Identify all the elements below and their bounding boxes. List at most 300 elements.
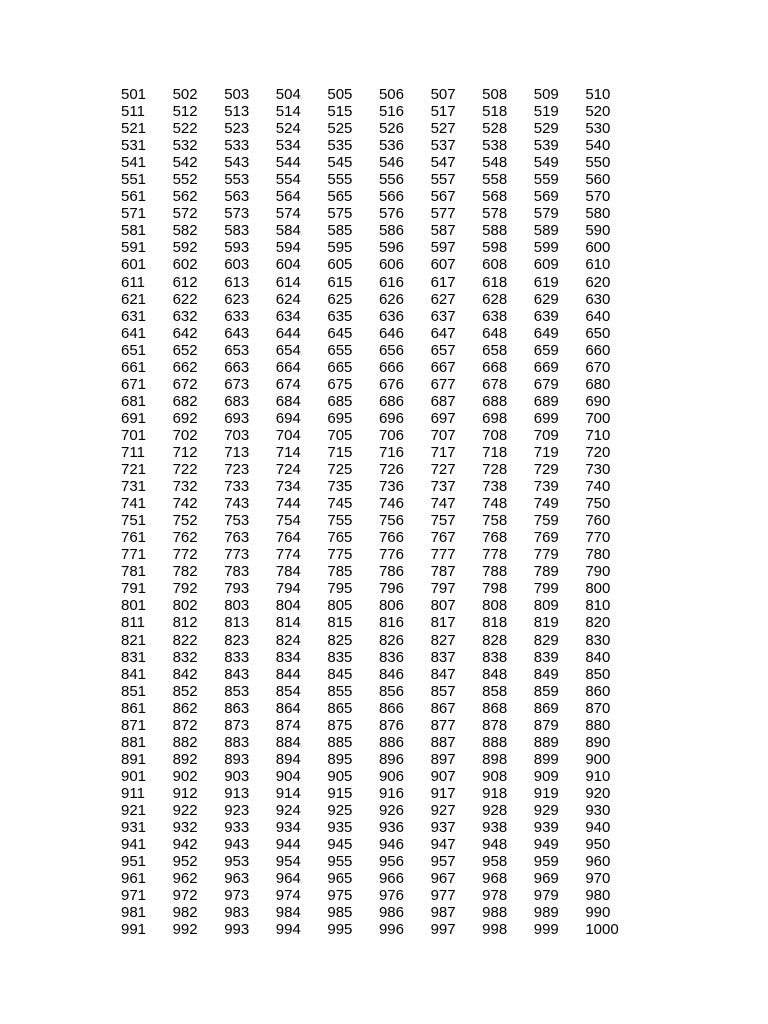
table-cell: 740 bbox=[585, 478, 611, 496]
table-cell: 861 bbox=[121, 699, 147, 717]
table-cell: 615 bbox=[327, 273, 353, 291]
table-cell: 702 bbox=[172, 426, 198, 444]
table-row bbox=[121, 222, 637, 239]
table-cell: 788 bbox=[482, 563, 508, 581]
table-row bbox=[121, 171, 637, 188]
table-cell: 511 bbox=[121, 103, 145, 121]
table-cell: 814 bbox=[275, 614, 301, 632]
table-cell: 587 bbox=[430, 222, 456, 240]
table-cell: 584 bbox=[275, 222, 301, 240]
table-cell: 665 bbox=[327, 358, 353, 376]
table-cell: 964 bbox=[275, 870, 301, 888]
table-cell: 878 bbox=[482, 716, 508, 734]
table-cell: 712 bbox=[172, 444, 198, 461]
table-cell: 748 bbox=[482, 495, 508, 513]
table-cell: 802 bbox=[172, 597, 198, 615]
table-cell: 873 bbox=[224, 716, 250, 734]
table-cell: 626 bbox=[378, 290, 404, 308]
table-cell: 928 bbox=[482, 801, 508, 819]
table-cell: 618 bbox=[482, 273, 508, 291]
table-cell: 826 bbox=[378, 631, 404, 649]
table-cell: 789 bbox=[533, 563, 559, 581]
table-cell: 965 bbox=[327, 870, 353, 888]
table-cell: 685 bbox=[327, 392, 353, 410]
table-row bbox=[121, 700, 637, 717]
table-cell: 911 bbox=[121, 784, 145, 802]
table-row bbox=[121, 819, 637, 836]
table-cell: 640 bbox=[585, 307, 611, 325]
table-cell: 742 bbox=[172, 495, 198, 513]
table-cell: 669 bbox=[533, 358, 559, 376]
table-row bbox=[121, 188, 637, 205]
table-cell: 638 bbox=[482, 307, 508, 325]
table-cell: 707 bbox=[430, 426, 456, 444]
table-cell: 551 bbox=[121, 171, 147, 189]
table-cell: 876 bbox=[378, 716, 404, 734]
table-cell: 947 bbox=[430, 836, 456, 854]
table-cell: 683 bbox=[224, 392, 250, 410]
table-cell: 727 bbox=[430, 461, 456, 479]
table-cell: 654 bbox=[275, 341, 301, 359]
table-cell: 761 bbox=[121, 529, 147, 547]
table-cell: 557 bbox=[430, 171, 456, 189]
table-cell: 830 bbox=[585, 631, 611, 649]
table-cell: 596 bbox=[378, 239, 404, 257]
table-cell: 658 bbox=[482, 341, 508, 359]
table-cell: 780 bbox=[585, 546, 611, 564]
table-cell: 769 bbox=[533, 529, 559, 547]
table-cell: 983 bbox=[224, 904, 250, 922]
table-cell: 803 bbox=[224, 597, 250, 615]
table-cell: 784 bbox=[275, 563, 301, 581]
table-cell: 838 bbox=[482, 648, 508, 666]
table-cell: 914 bbox=[275, 784, 301, 802]
table-cell: 860 bbox=[585, 682, 611, 700]
table-cell: 501 bbox=[121, 86, 147, 104]
table-cell: 824 bbox=[275, 631, 301, 649]
table-cell: 895 bbox=[327, 750, 353, 768]
table-cell: 725 bbox=[327, 461, 353, 479]
table-cell: 656 bbox=[378, 341, 404, 359]
table-cell: 805 bbox=[327, 597, 353, 615]
table-cell: 591 bbox=[121, 239, 147, 257]
table-cell: 786 bbox=[378, 563, 404, 581]
table-cell: 885 bbox=[327, 733, 353, 751]
table-cell: 621 bbox=[121, 290, 147, 308]
table-cell: 637 bbox=[430, 307, 456, 325]
table-cell: 772 bbox=[172, 546, 198, 564]
table-cell: 714 bbox=[275, 444, 301, 461]
table-cell: 578 bbox=[482, 205, 508, 223]
table-row bbox=[121, 666, 637, 683]
table-cell: 653 bbox=[224, 341, 250, 359]
table-cell: 574 bbox=[275, 205, 301, 223]
table-cell: 668 bbox=[482, 358, 508, 376]
table-row bbox=[121, 291, 637, 308]
table-cell: 848 bbox=[482, 665, 508, 683]
table-cell: 854 bbox=[275, 682, 301, 700]
table-row bbox=[121, 410, 637, 427]
table-cell: 562 bbox=[172, 188, 198, 206]
table-cell: 627 bbox=[430, 290, 456, 308]
table-cell: 954 bbox=[275, 853, 301, 871]
table-cell: 882 bbox=[172, 733, 198, 751]
number-table-body bbox=[121, 86, 637, 938]
table-cell: 839 bbox=[533, 648, 559, 666]
table-row bbox=[121, 563, 637, 580]
table-cell: 923 bbox=[224, 801, 250, 819]
table-cell: 678 bbox=[482, 375, 508, 393]
table-cell: 963 bbox=[224, 870, 250, 888]
table-cell: 966 bbox=[378, 870, 404, 888]
table-cell: 970 bbox=[585, 870, 611, 888]
table-cell: 776 bbox=[378, 546, 404, 564]
table-cell: 744 bbox=[275, 495, 301, 513]
table-cell: 556 bbox=[378, 171, 404, 189]
table-row bbox=[121, 632, 637, 649]
table-cell: 877 bbox=[430, 716, 456, 734]
table-cell: 898 bbox=[482, 750, 508, 768]
table-cell: 564 bbox=[275, 188, 301, 206]
table-row bbox=[121, 597, 637, 614]
table-cell: 821 bbox=[121, 631, 147, 649]
table-cell: 569 bbox=[533, 188, 559, 206]
table-cell: 605 bbox=[327, 256, 353, 274]
table-row bbox=[121, 393, 637, 410]
table-cell: 575 bbox=[327, 205, 353, 223]
table-cell: 919 bbox=[533, 784, 559, 802]
table-cell: 941 bbox=[121, 836, 147, 854]
table-cell: 746 bbox=[378, 495, 404, 513]
table-cell: 532 bbox=[172, 137, 198, 155]
table-cell: 834 bbox=[275, 648, 301, 666]
table-cell: 514 bbox=[275, 103, 301, 121]
table-cell: 694 bbox=[275, 409, 301, 427]
table-cell: 874 bbox=[275, 716, 301, 734]
table-cell: 509 bbox=[533, 86, 559, 104]
table-cell: 933 bbox=[224, 819, 250, 837]
table-cell: 524 bbox=[275, 120, 301, 138]
table-cell: 985 bbox=[327, 904, 353, 922]
table-cell: 867 bbox=[430, 699, 456, 717]
table-cell: 608 bbox=[482, 256, 508, 274]
table-cell: 717 bbox=[430, 444, 456, 461]
table-row bbox=[121, 325, 637, 342]
table-cell: 677 bbox=[430, 375, 456, 393]
table-cell: 958 bbox=[482, 853, 508, 871]
table-cell: 598 bbox=[482, 239, 508, 257]
table-row bbox=[121, 444, 637, 461]
table-cell: 670 bbox=[585, 358, 611, 376]
table-cell: 907 bbox=[430, 767, 456, 785]
table-cell: 775 bbox=[327, 546, 353, 564]
table-cell: 672 bbox=[172, 375, 198, 393]
table-cell: 934 bbox=[275, 819, 301, 837]
table-cell: 632 bbox=[172, 307, 198, 325]
table-cell: 841 bbox=[121, 665, 147, 683]
table-cell: 625 bbox=[327, 290, 353, 308]
table-cell: 865 bbox=[327, 699, 353, 717]
table-cell: 688 bbox=[482, 392, 508, 410]
table-cell: 887 bbox=[430, 733, 456, 751]
table-cell: 818 bbox=[482, 614, 508, 632]
table-cell: 516 bbox=[378, 103, 404, 121]
table-cell: 753 bbox=[224, 512, 250, 530]
table-cell: 779 bbox=[533, 546, 559, 564]
table-cell: 530 bbox=[585, 120, 611, 138]
table-cell: 857 bbox=[430, 682, 456, 700]
table-cell: 894 bbox=[275, 750, 301, 768]
table-cell: 661 bbox=[121, 358, 147, 376]
table-row bbox=[121, 376, 637, 393]
table-cell: 629 bbox=[533, 290, 559, 308]
table-cell: 630 bbox=[585, 290, 611, 308]
table-cell: 543 bbox=[224, 154, 250, 172]
table-cell: 546 bbox=[378, 154, 404, 172]
table-row bbox=[121, 580, 637, 597]
table-cell: 679 bbox=[533, 375, 559, 393]
table-cell: 756 bbox=[378, 512, 404, 530]
table-cell: 682 bbox=[172, 392, 198, 410]
table-cell: 999 bbox=[533, 921, 559, 939]
table-cell: 691 bbox=[121, 409, 147, 427]
table-cell: 956 bbox=[378, 853, 404, 871]
table-cell: 870 bbox=[585, 699, 611, 717]
table-cell: 647 bbox=[430, 324, 456, 342]
table-cell: 508 bbox=[482, 86, 508, 104]
table-row bbox=[121, 154, 637, 171]
table-cell: 980 bbox=[585, 887, 611, 905]
table-cell: 801 bbox=[121, 597, 147, 615]
table-cell: 570 bbox=[585, 188, 611, 206]
table-cell: 645 bbox=[327, 324, 353, 342]
table-cell: 952 bbox=[172, 853, 198, 871]
table-cell: 810 bbox=[585, 597, 611, 615]
table-cell: 783 bbox=[224, 563, 250, 581]
table-cell: 807 bbox=[430, 597, 456, 615]
table-cell: 675 bbox=[327, 375, 353, 393]
table-row bbox=[121, 614, 637, 631]
table-cell: 724 bbox=[275, 461, 301, 479]
table-cell: 723 bbox=[224, 461, 250, 479]
table-cell: 800 bbox=[585, 580, 611, 598]
table-row bbox=[121, 256, 637, 273]
table-cell: 760 bbox=[585, 512, 611, 530]
table-cell: 847 bbox=[430, 665, 456, 683]
table-cell: 560 bbox=[585, 171, 611, 189]
table-cell: 990 bbox=[585, 904, 611, 922]
table-cell: 869 bbox=[533, 699, 559, 717]
table-cell: 758 bbox=[482, 512, 508, 530]
table-cell: 750 bbox=[585, 495, 611, 513]
table-cell: 881 bbox=[121, 733, 147, 751]
table-cell: 937 bbox=[430, 819, 456, 837]
table-cell: 973 bbox=[224, 887, 250, 905]
table-cell: 808 bbox=[482, 597, 508, 615]
table-cell: 912 bbox=[172, 784, 198, 802]
table-cell: 797 bbox=[430, 580, 456, 598]
table-cell: 659 bbox=[533, 341, 559, 359]
table-cell: 796 bbox=[378, 580, 404, 598]
table-cell: 997 bbox=[430, 921, 456, 939]
table-cell: 917 bbox=[430, 784, 456, 802]
table-cell: 734 bbox=[275, 478, 301, 496]
table-cell: 522 bbox=[172, 120, 198, 138]
table-row bbox=[121, 478, 637, 495]
table-cell: 590 bbox=[585, 222, 611, 240]
table-cell: 595 bbox=[327, 239, 353, 257]
table-row bbox=[121, 836, 637, 853]
table-cell: 778 bbox=[482, 546, 508, 564]
table-cell: 696 bbox=[378, 409, 404, 427]
table-cell: 674 bbox=[275, 375, 301, 393]
table-cell: 827 bbox=[430, 631, 456, 649]
table-cell: 771 bbox=[121, 546, 147, 564]
table-cell: 657 bbox=[430, 341, 456, 359]
table-row bbox=[121, 461, 637, 478]
table-cell: 897 bbox=[430, 750, 456, 768]
table-cell: 561 bbox=[121, 188, 147, 206]
table-cell: 842 bbox=[172, 665, 198, 683]
table-row bbox=[121, 751, 637, 768]
table-cell: 720 bbox=[585, 444, 611, 461]
table-cell: 732 bbox=[172, 478, 198, 496]
table-cell: 962 bbox=[172, 870, 198, 888]
table-cell: 988 bbox=[482, 904, 508, 922]
table-cell: 660 bbox=[585, 341, 611, 359]
table-cell: 619 bbox=[533, 273, 559, 291]
table-cell: 836 bbox=[378, 648, 404, 666]
table-cell: 863 bbox=[224, 699, 250, 717]
table-cell: 603 bbox=[224, 256, 250, 274]
table-cell: 600 bbox=[585, 239, 611, 257]
table-cell: 597 bbox=[430, 239, 456, 257]
table-cell: 945 bbox=[327, 836, 353, 854]
table-cell: 535 bbox=[327, 137, 353, 155]
table-cell: 752 bbox=[172, 512, 198, 530]
table-cell: 925 bbox=[327, 801, 353, 819]
table-row bbox=[121, 137, 637, 154]
table-cell: 886 bbox=[378, 733, 404, 751]
table-cell: 903 bbox=[224, 767, 250, 785]
table-cell: 747 bbox=[430, 495, 456, 513]
table-cell: 581 bbox=[121, 222, 147, 240]
table-cell: 792 bbox=[172, 580, 198, 598]
table-cell: 804 bbox=[275, 597, 301, 615]
table-cell: 948 bbox=[482, 836, 508, 854]
table-cell: 924 bbox=[275, 801, 301, 819]
table-cell: 835 bbox=[327, 648, 353, 666]
table-cell: 918 bbox=[482, 784, 508, 802]
table-cell: 816 bbox=[378, 614, 404, 632]
table-cell: 553 bbox=[224, 171, 250, 189]
table-cell: 755 bbox=[327, 512, 353, 530]
table-cell: 646 bbox=[378, 324, 404, 342]
table-cell: 939 bbox=[533, 819, 559, 837]
table-cell: 927 bbox=[430, 801, 456, 819]
table-cell: 643 bbox=[224, 324, 250, 342]
table-cell: 961 bbox=[121, 870, 147, 888]
table-cell: 849 bbox=[533, 665, 559, 683]
table-cell: 616 bbox=[378, 273, 404, 291]
table-cell: 976 bbox=[378, 887, 404, 905]
table-cell: 666 bbox=[378, 358, 404, 376]
table-cell: 517 bbox=[430, 103, 456, 121]
table-cell: 843 bbox=[224, 665, 250, 683]
table-cell: 759 bbox=[533, 512, 559, 530]
table-cell: 831 bbox=[121, 648, 147, 666]
table-cell: 599 bbox=[533, 239, 559, 257]
number-table bbox=[121, 86, 637, 938]
table-cell: 736 bbox=[378, 478, 404, 496]
table-row bbox=[121, 802, 637, 819]
table-cell: 611 bbox=[121, 273, 145, 291]
table-cell: 942 bbox=[172, 836, 198, 854]
table-cell: 510 bbox=[585, 86, 611, 104]
table-cell: 901 bbox=[121, 767, 147, 785]
table-cell: 582 bbox=[172, 222, 198, 240]
table-cell: 909 bbox=[533, 767, 559, 785]
table-cell: 571 bbox=[121, 205, 147, 223]
table-cell: 880 bbox=[585, 716, 611, 734]
table-cell: 639 bbox=[533, 307, 559, 325]
table-cell: 710 bbox=[585, 426, 611, 444]
table-cell: 713 bbox=[224, 444, 250, 461]
table-cell: 902 bbox=[172, 767, 198, 785]
table-cell: 981 bbox=[121, 904, 147, 922]
table-cell: 969 bbox=[533, 870, 559, 888]
table-cell: 662 bbox=[172, 358, 198, 376]
table-row bbox=[121, 512, 637, 529]
table-cell: 589 bbox=[533, 222, 559, 240]
table-cell: 648 bbox=[482, 324, 508, 342]
table-cell: 916 bbox=[378, 784, 404, 802]
table-cell: 533 bbox=[224, 137, 250, 155]
table-cell: 704 bbox=[275, 426, 301, 444]
table-cell: 950 bbox=[585, 836, 611, 854]
table-cell: 782 bbox=[172, 563, 198, 581]
table-cell: 542 bbox=[172, 154, 198, 172]
table-cell: 992 bbox=[172, 921, 198, 939]
table-cell: 527 bbox=[430, 120, 456, 138]
table-cell: 768 bbox=[482, 529, 508, 547]
table-cell: 1000 bbox=[585, 921, 619, 939]
table-cell: 853 bbox=[224, 682, 250, 700]
table-cell: 774 bbox=[275, 546, 301, 564]
table-cell: 614 bbox=[275, 273, 301, 291]
table-cell: 550 bbox=[585, 154, 611, 172]
table-cell: 649 bbox=[533, 324, 559, 342]
table-cell: 613 bbox=[224, 273, 250, 291]
table-cell: 773 bbox=[224, 546, 250, 564]
table-cell: 794 bbox=[275, 580, 301, 598]
table-cell: 719 bbox=[533, 444, 559, 461]
table-cell: 871 bbox=[121, 716, 147, 734]
table-cell: 690 bbox=[585, 392, 611, 410]
table-cell: 681 bbox=[121, 392, 147, 410]
table-cell: 811 bbox=[121, 614, 145, 632]
table-cell: 576 bbox=[378, 205, 404, 223]
table-cell: 825 bbox=[327, 631, 353, 649]
table-cell: 866 bbox=[378, 699, 404, 717]
table-cell: 872 bbox=[172, 716, 198, 734]
table-cell: 568 bbox=[482, 188, 508, 206]
table-cell: 692 bbox=[172, 409, 198, 427]
table-cell: 554 bbox=[275, 171, 301, 189]
table-cell: 676 bbox=[378, 375, 404, 393]
table-cell: 624 bbox=[275, 290, 301, 308]
table-cell: 715 bbox=[327, 444, 353, 461]
